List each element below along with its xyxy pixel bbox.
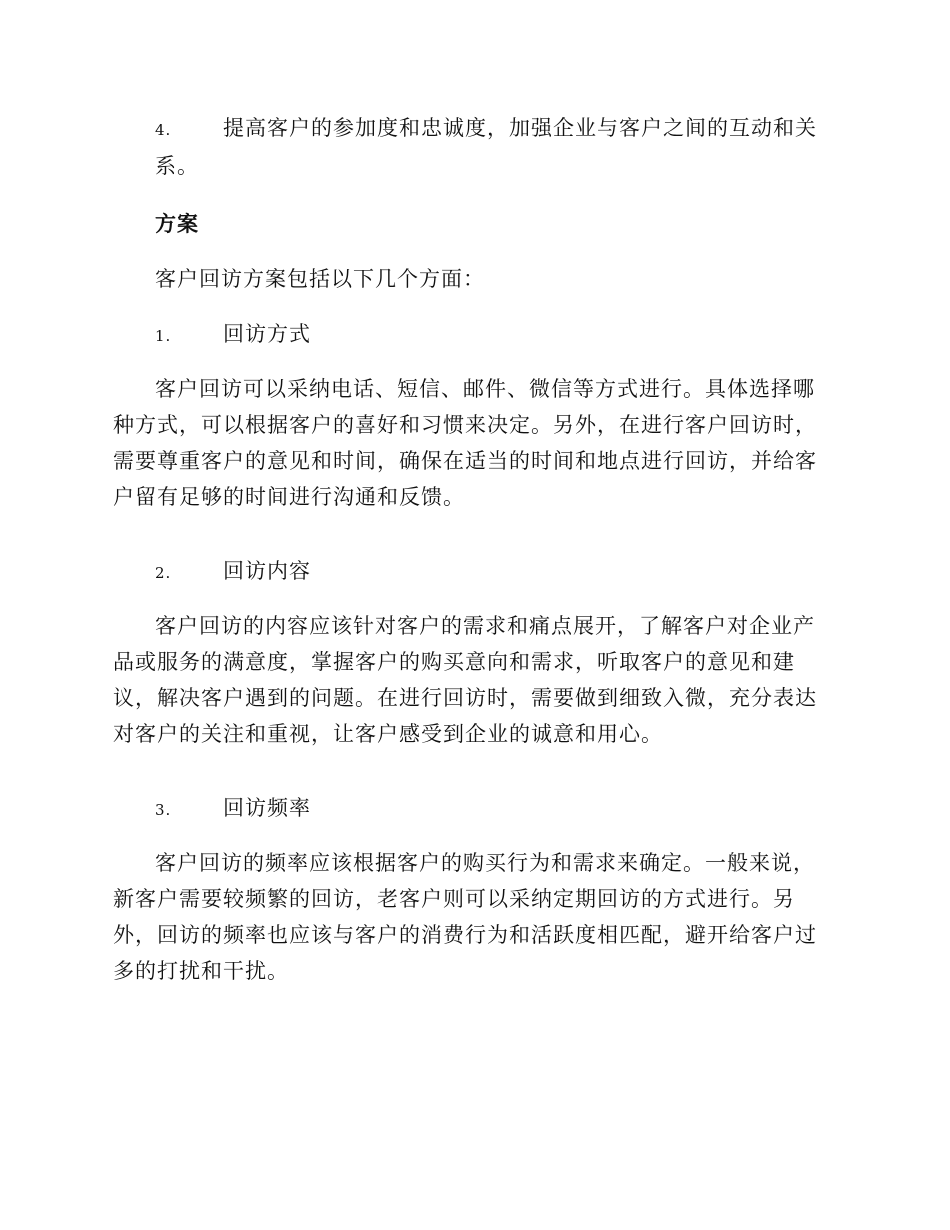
list-number: 4. [155,121,172,139]
paragraph-content: 客户回访的内容应该针对客户的需求和痛点展开，了解客户对企业产品或服务的满意度，掌握客户的购买意向和需求，听取客户的意见和建议，解决客户遇到的问题。在进行回访时，需要做到细致入微，充分表达对客户的关注和重视，让客户感受到企业的诚意和用心。 [113,614,817,746]
list-number: 2. [155,564,172,582]
list-item-title: 回访内容 [223,559,311,583]
intro-paragraph: 客户回访方案包括以下几个方面： [155,267,485,291]
list-item-4 [113,110,833,184]
list-number: 1. [155,327,172,345]
list-item-text: 提高客户的参加度和忠诚度，加强企业与客户之间的互动和关系。 [155,116,817,178]
list-item-1 [155,316,835,354]
list-item-title: 回访频率 [223,796,311,820]
list-number: 3. [155,801,172,819]
list-item-4-content [113,110,833,184]
section-heading: 方案 [155,211,199,236]
paragraph-frequency: 客户回访的频率应该根据客户的购买行为和需求来确定。一般来说，新客户需要较频繁的回访，老客户则可以采纳定期回访的方式进行。另外，回访的频率也应该与客户的消费行为和活跃度相匹配，避开给客户过多的打扰和干扰。 [113,851,817,983]
list-item-2 [155,553,835,591]
list-item-title: 回访方式 [223,322,311,346]
list-item-3 [155,790,835,828]
paragraph-method: 客户回访可以采纳电话、短信、邮件、微信等方式进行。具体选择哪种方式，可以根据客户的喜好和习惯来决定。另外，在进行客户回访时，需要尊重客户的意见和时间，确保在适当的时间和地点进行回访，并给客户留有足够的时间进行沟通和反馈。 [113,377,817,509]
